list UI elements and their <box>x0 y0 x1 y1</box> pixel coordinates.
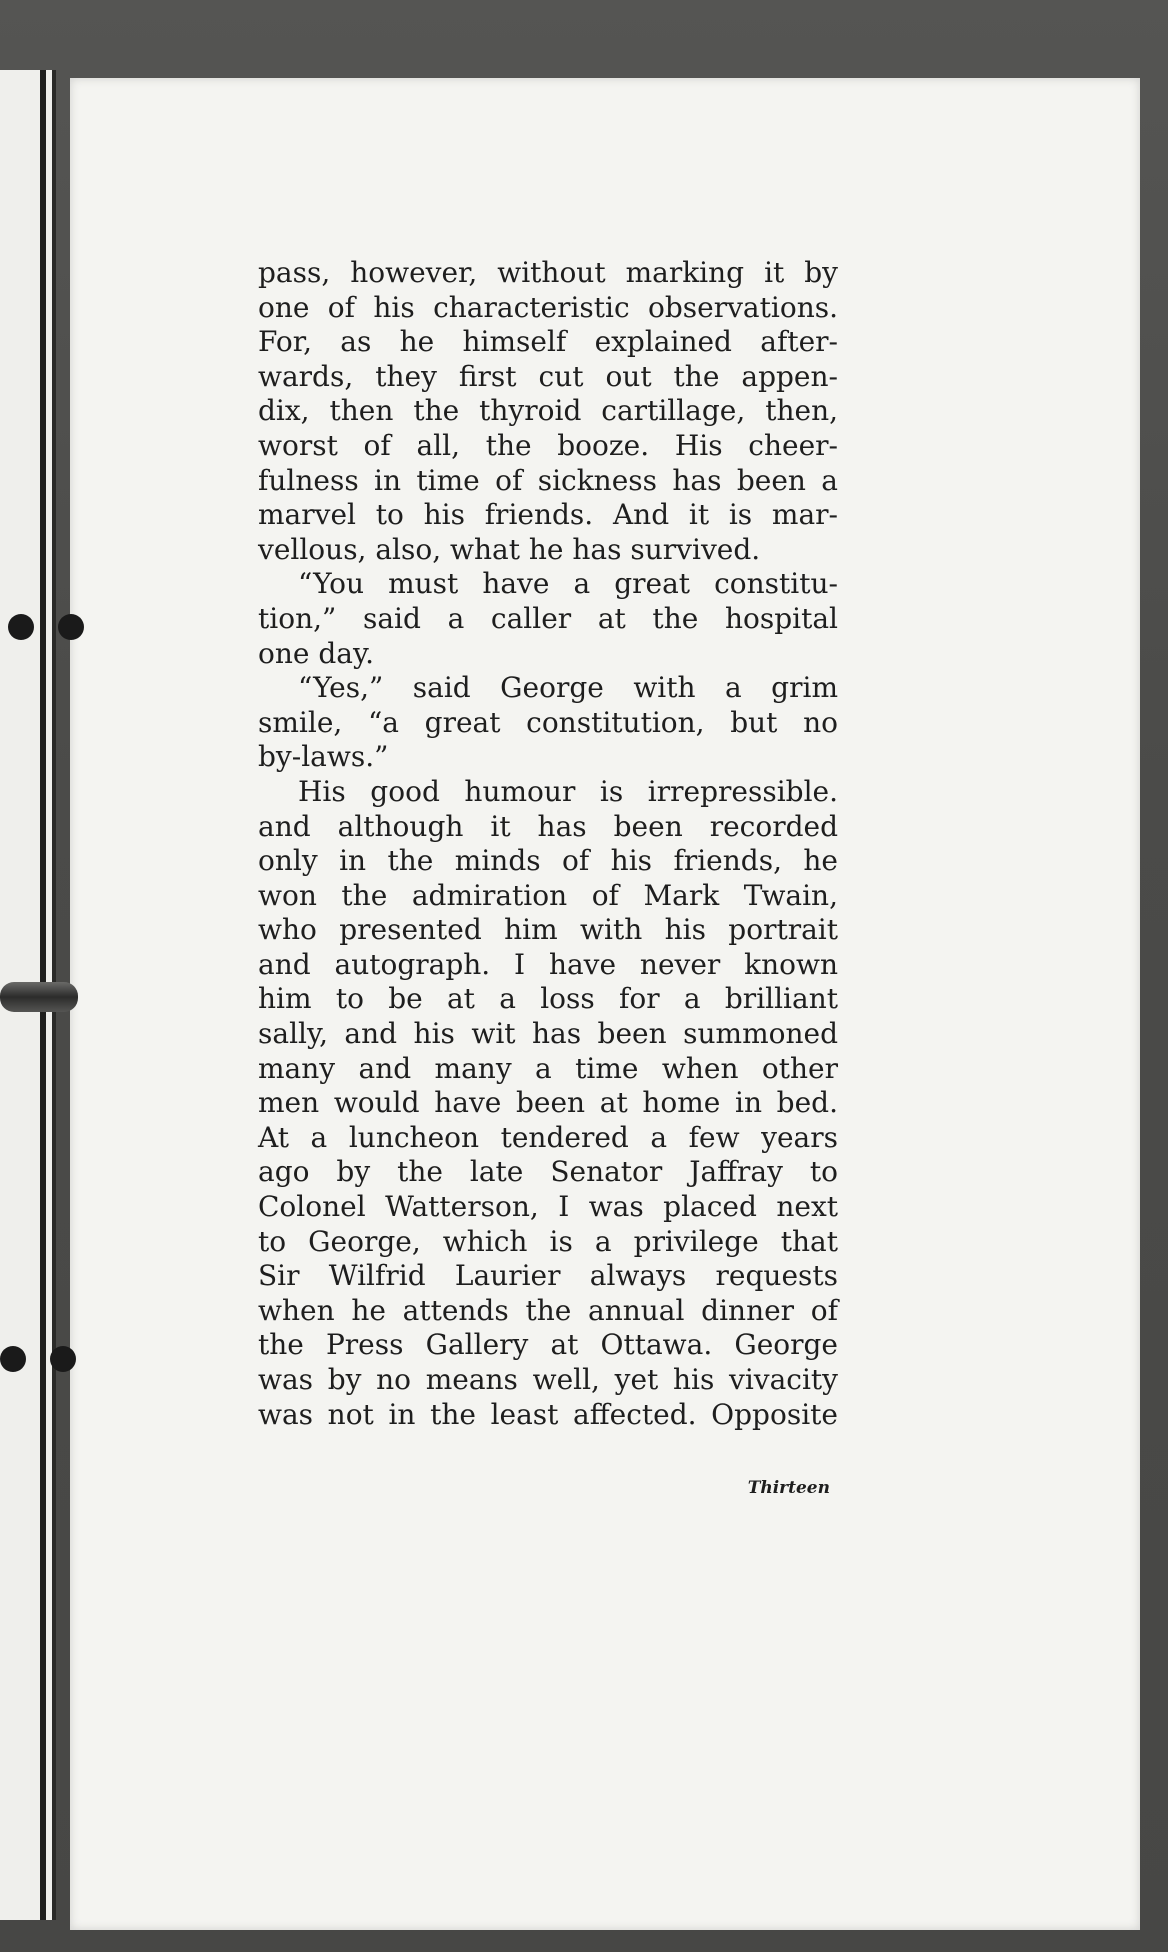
text-line: “Yes,” said George with a grim <box>298 671 838 705</box>
text-line: pass, however, without marking it by <box>258 256 838 289</box>
page-number: Thirteen <box>747 1478 830 1498</box>
text-line: His good humour is irrepressible. <box>298 774 838 808</box>
text-line: For, as he himself explained after- <box>258 325 838 359</box>
text-line: dix, then the thyroid cartillage, then, <box>258 394 838 428</box>
text-line: marvel to his friends. And it is mar- <box>258 498 838 532</box>
text-line: the Press Gallery at Ottawa. George <box>258 1328 838 1362</box>
text-line: was not in the least affected. Opposite <box>258 1397 838 1431</box>
text-line: Colonel Watterson, I was placed next <box>258 1190 838 1224</box>
text-line: men would have been at home in bed. <box>258 1086 838 1120</box>
text-line: won the admiration of Mark Twain, <box>258 878 838 912</box>
text-line: sally, and his wit has been summoned <box>258 1017 838 1051</box>
text-line: by-laws.” <box>258 740 389 774</box>
binding-staple <box>0 982 78 1012</box>
binding-hole-top-right <box>58 614 84 640</box>
text-line: and although it has been recorded <box>258 809 838 843</box>
text-line: and autograph. I have never known <box>258 947 838 981</box>
text-line: one day. <box>258 636 374 670</box>
text-line: Sir Wilfrid Laurier always requests <box>258 1259 838 1293</box>
text-line: only in the minds of his friends, he <box>258 844 838 878</box>
text-line: who presented him with his portrait <box>258 913 838 947</box>
body-text <box>258 256 838 1432</box>
text-line: when he attends the annual dinner of <box>258 1293 838 1327</box>
binding-hole-bottom-right <box>50 1346 76 1372</box>
text-line: was by no means well, yet his vivacity <box>258 1363 838 1396</box>
text-line: vellous, also, what he has survived. <box>258 532 761 566</box>
text-line: him to be at a loss for a brilliant <box>258 982 838 1016</box>
text-line: “You must have a great constitu- <box>298 567 838 601</box>
text-line: smile, “a great constitution, but no <box>258 705 838 739</box>
text-line: many and many a time when other <box>258 1051 838 1085</box>
text-line: wards, they first cut out the appen- <box>258 359 838 393</box>
text-line: At a luncheon tendered a few years <box>258 1120 838 1154</box>
text-line: tion,” said a caller at the hospital <box>258 601 838 635</box>
text-line: fulness in time of sickness has been a <box>258 463 838 497</box>
text-line: worst of all, the booze. His cheer- <box>258 428 838 462</box>
text-line: to George, which is a privilege that <box>258 1224 838 1258</box>
text-line: one of his characteristic observations. <box>258 290 838 324</box>
binding-hole-top-left <box>8 614 34 640</box>
text-line: ago by the late Senator Jaffray to <box>258 1155 838 1189</box>
binding-hole-bottom-left <box>0 1346 26 1372</box>
